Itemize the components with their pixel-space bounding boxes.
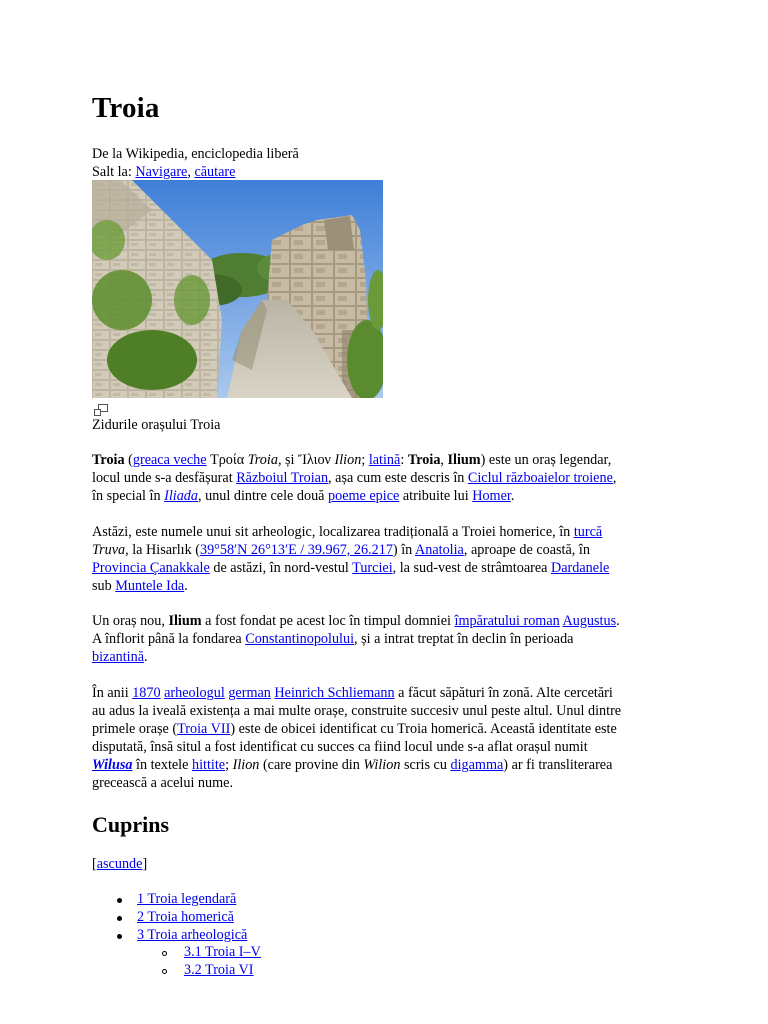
sub-bullet bbox=[162, 969, 167, 974]
canakkale-province-link[interactable]: Provincia Çanakkale bbox=[92, 560, 210, 576]
wilusa-link[interactable]: Wilusa bbox=[92, 757, 133, 773]
trojan-cycle-link[interactable]: Ciclul războaielor troiene bbox=[467, 470, 613, 486]
turkey-link[interactable]: Turciei bbox=[352, 560, 393, 576]
trojan-war-link[interactable]: Războiul Troian bbox=[236, 470, 329, 486]
anatolia-link[interactable]: Anatolia bbox=[415, 542, 464, 558]
paragraph-intro: Troia (greaca veche Τροία Troia, și Ἴλιον Ilion; latină: Troia, Ilium) este un oraș legendar, locul unde s-a desfășurat Războiul Troian, așa cum este descris în Ciclul războaielor troiene, în special în Iliada, unul dintre cele două poeme epice atribuite lui Homer. bbox=[92, 452, 617, 504]
roman-emperor-link[interactable]: împăratului roman bbox=[454, 613, 560, 629]
search-link[interactable]: căutare bbox=[194, 164, 236, 180]
digamma-link[interactable]: digamma bbox=[450, 757, 504, 773]
image-caption: Zidurile orașului Troia bbox=[92, 417, 221, 433]
bullet bbox=[117, 934, 122, 939]
tagline: De la Wikipedia, enciclopedia liberă bbox=[92, 146, 299, 162]
sub-bullet bbox=[162, 951, 167, 956]
toc-item-troia-homerica[interactable]: 2 Troia homerică bbox=[137, 909, 234, 925]
augustus-link[interactable]: Augustus bbox=[562, 613, 617, 629]
dardanelles-link[interactable]: Dardanele bbox=[551, 560, 610, 576]
toc-item-troia-arheologica[interactable]: 3 Troia arheologică bbox=[137, 927, 248, 943]
year-1870-link[interactable]: 1870 bbox=[132, 685, 161, 701]
paragraph-ilium: Un oraș nou, Ilium a fost fondat pe acest loc în timpul domniei împăratului roman Augustus. A înflorit până la fondarea Constantinopolului, și a intrat treptat în declin în perioada bizantină. bbox=[92, 613, 620, 665]
troy-vii-link[interactable]: Troia VII bbox=[177, 721, 231, 737]
mount-ida-link[interactable]: Muntele Ida bbox=[115, 578, 185, 594]
jump-links: Salt la: Navigare, căutare bbox=[92, 164, 236, 180]
bullet bbox=[117, 916, 122, 921]
homer-link[interactable]: Homer bbox=[472, 488, 511, 504]
byzantine-link[interactable]: bizantină bbox=[92, 649, 144, 665]
navigation-link[interactable]: Navigare bbox=[135, 164, 188, 180]
paragraph-location: Astăzi, este numele unui sit arheologic, localizarea tradițională a Troiei homerice, în turcă Truva, la Hisarlık (39°58′N 26°13′E / 39.967, 26.217) în Anatolia, aproape de coastă, în Provincia Çanakkale de astăzi, în nord-vestul Turciei, la sud-vest de strâmtoarea Dardanele sub Muntele Ida. bbox=[92, 524, 610, 594]
bullet bbox=[117, 898, 122, 903]
coordinates-link[interactable]: 39°58′N 26°13′E / 39.967, 26.217 bbox=[199, 542, 393, 558]
toc-heading: Cuprins bbox=[92, 812, 170, 837]
iliad-link[interactable]: Iliada bbox=[164, 488, 198, 504]
german-link[interactable]: german bbox=[228, 685, 271, 701]
turkish-link[interactable]: turcă bbox=[573, 524, 603, 540]
ancient-greek-link[interactable]: greaca veche bbox=[132, 452, 207, 468]
enlarge-icon[interactable] bbox=[94, 404, 108, 416]
hittite-link[interactable]: hittite bbox=[191, 757, 226, 773]
constantinople-link[interactable]: Constantinopolului bbox=[245, 631, 355, 647]
troy-walls-photo[interactable] bbox=[92, 180, 383, 398]
toc-item-troia-vi[interactable]: 3.2 Troia VI bbox=[184, 962, 254, 978]
page-title: Troia bbox=[92, 92, 160, 124]
toc-toggle: [ascunde] bbox=[92, 856, 148, 872]
toc-item-troia-legendara[interactable]: 1 Troia legendară bbox=[137, 891, 237, 907]
toc-hide-link[interactable]: ascunde bbox=[96, 856, 143, 872]
troy-walls-image bbox=[92, 180, 383, 398]
paragraph-excavations: În anii 1870 arheologul german Heinrich Schliemann a făcut săpături în zonă. Alte cercetări au adus la iveală existența a mai multe orașe, construite succesiv unul peste altul. Unul dintre primele orașe (Troia VII) este de obicei identificat cu Troia homerică. Această identitate este disputată, însă situl a fost identificat cu succes ca fiind locul unde s-a aflat orașul numit Wilusa în textele hittite; Ilion (care provine din Wilion scris cu digamma) ar fi transliterarea grecească a acelui nume. bbox=[92, 685, 622, 791]
latin-link[interactable]: latină bbox=[368, 452, 401, 468]
toc-item-troia-i-v[interactable]: 3.1 Troia I–V bbox=[184, 944, 261, 960]
schliemann-link[interactable]: Heinrich Schliemann bbox=[274, 685, 395, 701]
epic-poems-link[interactable]: poeme epice bbox=[328, 488, 400, 504]
archaeologist-link[interactable]: arheologul bbox=[164, 685, 225, 701]
